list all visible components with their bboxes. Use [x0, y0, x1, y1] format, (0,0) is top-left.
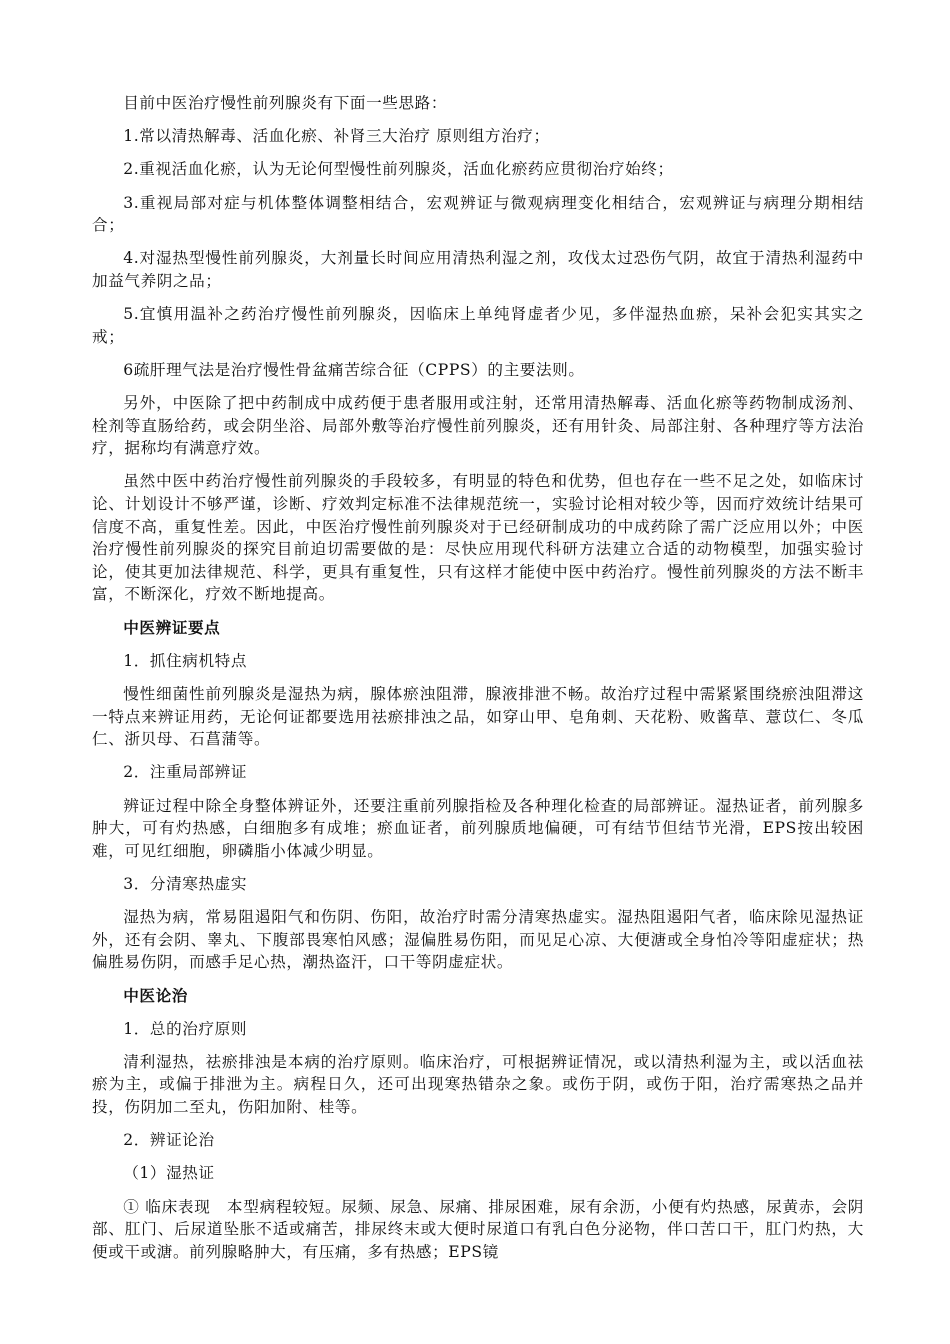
subheading-syndrome-treatment: 2．辨证论治: [123, 1131, 215, 1150]
list-item-5: 5.宜慎用温补之药治疗慢性前列腺炎，因临床上单纯肾虚者少见，多伴湿热血瘀，呆补会犯实其实之戒；: [92, 305, 864, 346]
list-item-3: 3.重视局部对症与机体整体调整相结合，宏观辨证与微观病理变化相结合，宏观辨证与病理分期相结合；: [92, 193, 864, 235]
clinical-manifestation-paragraph: ① 临床表现 本型病程较短。尿频、尿急、尿痛、排尿困难，尿有余沥，小便有灼热感，尿黄赤，会阴部、肛门、后尿道坠胀不适或痛苦，排尿终末或大便时尿道口有乳白色分泌物，伴口苦口干，肛门灼热，大便或干或溏。前列腺略肿大，有压痛，多有热感；EPS镜: [92, 1197, 864, 1261]
cold-heat-paragraph: 湿热为病，常易阻遏阳气和伤阴、伤阳，故治疗时需分清寒热虚实。湿热阻遏阳气者，临床除见湿热证外，还有会阴、睾丸、下腹部畏寒怕风感；湿偏胜易伤阳，而见足心凉、大便溏或全身怕冷等阳虚症状；热偏胜易伤阴，而感手足心热，潮热盗汗，口干等阴虚症状。: [92, 908, 864, 972]
subheading-principles: 1．总的治疗原则: [123, 1019, 248, 1038]
limitations-paragraph: 虽然中医中药治疗慢性前列腺炎的手段较多，有明显的特色和优势，但也存在一些不足之处，如临床讨论、计划设计不够严谨，诊断、疗效判定标准不法律规范统一，实验讨论相对较少等，因而疗效统计结果可信度不高，重复性差。因此，中医治疗慢性前列腺炎对于已经研制成功的中成药除了需广泛应用以外；中医治疗慢性前列腺炎的探究目前迫切需要做的是：尽快应用现代科研方法建立合适的动物模型，加强实验讨论，使其更加法律规范、科学，更具有重复性，只有这样才能使中医中药治疗。慢性前列腺炎的方法不断丰富，不断深化，疗效不断地提高。: [92, 472, 864, 604]
subheading-damp-heat: （1）湿热证: [123, 1164, 215, 1183]
other-treatments-paragraph: 另外，中医除了把中药制成中成药便于患者服用或注射，还常用清热解毒、活血化瘀等药物制成汤剂、栓剂等直肠给药，或会阴坐浴、局部外敷等治疗慢性前列腺炎，还有用针灸、局部注射、各种理疗等方法治疗，据称均有满意疗效。: [92, 394, 864, 458]
section-heading-treatment: 中医论治: [123, 986, 188, 1005]
subheading-pathogenesis: 1．抓住病机特点: [123, 651, 248, 670]
pathogenesis-paragraph: 慢性细菌性前列腺炎是湿热为病，腺体瘀浊阻滞，腺液排泄不畅。故治疗过程中需紧紧围绕瘀浊阻滞这一特点来辨证用药，无论何证都要选用祛瘀排浊之品，如穿山甲、皂角刺、天花粉、败酱草、薏苡仁、冬瓜仁、浙贝母、石菖蒲等。: [92, 685, 864, 749]
list-item-1: 1.常以清热解毒、活血化瘀、补肾三大治疗 原则组方治疗；: [123, 127, 550, 146]
local-differentiation-paragraph: 辨证过程中除全身整体辨证外，还要注重前列腺指检及各种理化检查的局部辨证。湿热证者，前列腺多肿大，可有灼热感，白细胞多有成堆；瘀血证者，前列腺质地偏硬，可有结节但结节光滑，EPS按出较困难，可见红细胞，卵磷脂小体减少明显。: [92, 796, 864, 860]
section-heading-differentiation: 中医辨证要点: [123, 618, 221, 637]
subheading-local-differentiation: 2．注重局部辨证: [123, 763, 248, 782]
document-page: [92, 92, 864, 1263]
intro-paragraph: 目前中医治疗慢性前列腺炎有下面一些思路：: [123, 94, 448, 112]
list-item-4: 4.对湿热型慢性前列腺炎，大剂量长时间应用清热利湿之剂，攻伐太过恐伤气阴，故宜于清热利湿药中加益气养阴之品；: [92, 249, 864, 290]
principles-paragraph: 清利湿热，祛瘀排浊是本病的治疗原则。临床治疗，可根据辨证情况，或以清热利湿为主，或以活血祛瘀为主，或偏于排泄为主。病程日久，还可出现寒热错杂之象。或伤于阴，或伤于阳，治疗需寒热之品并投，伤阴加二至丸，伤阳加附、桂等。: [92, 1052, 864, 1117]
list-item-6: 6疏肝理气法是治疗慢性骨盆痛苦综合征（CPPS）的主要法则。: [123, 360, 585, 379]
subheading-cold-heat: 3．分清寒热虚实: [123, 874, 248, 893]
list-item-2: 2.重视活血化瘀，认为无论何型慢性前列腺炎，活血化瘀药应贯彻治疗始终；: [123, 160, 674, 179]
